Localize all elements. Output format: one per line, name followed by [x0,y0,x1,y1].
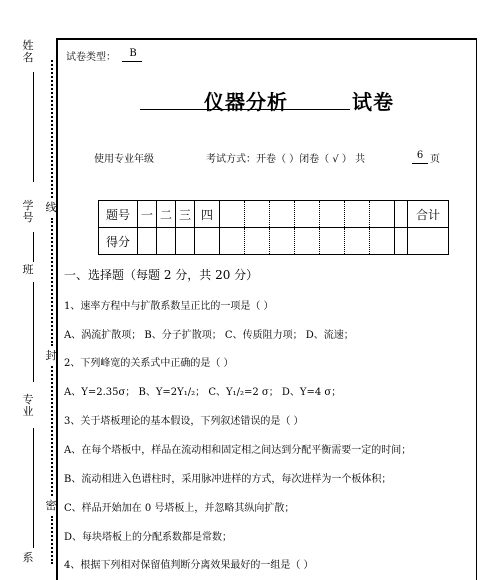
score-table [98,200,449,255]
question-line: C、样品开始加在 0 号塔板上，并忽略其纵向扩散； [64,503,295,514]
class-line [33,282,34,382]
table-cell [345,201,370,228]
score-cell [295,228,320,255]
student-id-line [33,232,34,262]
seal-char-feng: 封 [45,349,57,362]
question-line: 3、关于塔板理论的基本假设，下列叙述错误的是（ ） [64,416,304,427]
title-suffix: 试卷 [352,90,394,114]
name-label: 姓名 [22,39,34,64]
paper-type-label: 试卷类型： [66,52,116,63]
question-line: A、涡流扩散项； B、分子扩散项； C、传质阻力项； D、流速； [64,330,354,341]
seal-char-mi: 密 [45,499,57,512]
score-label: 得分 [99,228,138,255]
paper-type-underline [122,61,142,62]
score-cell [320,228,345,255]
score-cell [395,228,408,255]
question-number-1: 一 [138,201,157,228]
class-label: 班 [22,263,34,276]
question-number-3: 三 [176,201,195,228]
student-id-label: 学号 [22,199,34,224]
score-cell [195,228,220,255]
exam-method: 考试方式：开卷（ ）闭卷（ √ ） 共 [206,154,366,165]
binding-dotted-line-lower [51,366,53,496]
question-line: D、每块塔板上的分配系数都是常数； [64,532,233,543]
table-cell [220,201,245,228]
table-cell [295,201,320,228]
score-cell [345,228,370,255]
question-line: A、Y=2.35σ； B、Y=2Y₁/₂； C、Y₁/₂=2 σ； D、Y=4 σ； [64,387,342,398]
binding-dotted-line-mid [51,218,53,346]
binding-margin [0,0,62,564]
question-line: A、在每个塔板中，样品在流动相和固定相之间达到分配平衡需要一定的时间； [64,445,412,456]
question-number-4: 四 [195,201,220,228]
total-score-cell [408,228,449,255]
score-table-score-row [99,228,449,255]
total-label: 合计 [408,201,449,228]
score-cell [157,228,176,255]
score-cell [220,228,245,255]
page-count: 6 [416,150,424,161]
section-heading: 一、选择题（每题 2 分，共 20 分） [64,268,259,282]
course-name: 仪器分析 [204,90,288,114]
score-cell [370,228,395,255]
major-label: 专业 [22,393,34,418]
binding-dotted-line-bottom [51,516,53,564]
table-cell [370,201,395,228]
major-grade-label: 使用专业年级 [94,154,154,165]
major-line [33,428,34,548]
question-line: 2、下列峰宽的关系式中正确的是（ ） [64,358,234,369]
score-cell [245,228,270,255]
table-cell [395,201,408,228]
table-cell [320,201,345,228]
name-line [33,72,34,182]
score-table-header-row [99,201,449,228]
question-line: 1、速率方程中与扩散系数呈正比的一项是（ ） [64,301,274,312]
page-unit: 页 [430,154,440,165]
seal-char-xian: 线 [45,201,57,214]
question-line: B、流动相进入色谱柱时，采用脉冲进样的方式，每次进样为一个板体积； [64,474,392,485]
table-cell [245,201,270,228]
score-cell [270,228,295,255]
score-cell [138,228,157,255]
score-cell [176,228,195,255]
question-number-label: 题号 [99,201,138,228]
exam-sheet [56,38,477,580]
question-line: 4、根据下列相对保留值判断分离效果最好的一组是（ ） [64,560,314,571]
table-cell [270,201,295,228]
paper-type-value: B [129,48,137,59]
question-number-2: 二 [157,201,176,228]
page-count-underline [412,163,428,164]
binding-dotted-line-top [51,60,53,198]
department-label: 系 [22,551,34,564]
